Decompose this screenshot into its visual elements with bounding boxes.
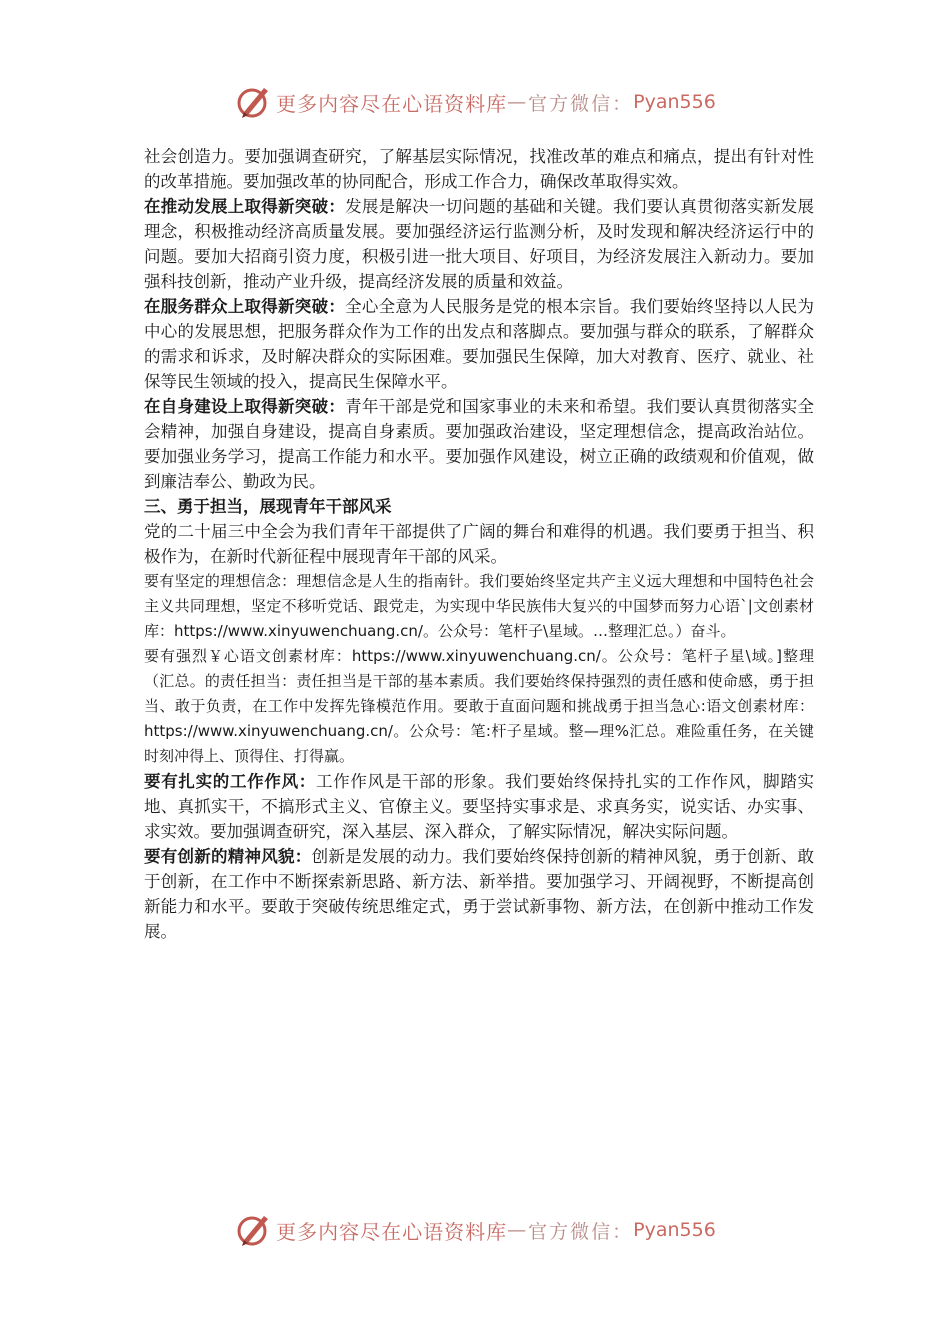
footer-banner bbox=[0, 1208, 950, 1252]
paragraph: 要有扎实的工作作风：工作作风是干部的形象。我们要始终保持扎实的工作作风，脚踏实地、真抓实干，不搞形式主义、官僚主义。要坚持实事求是、求真务实，说实话、办实事、求实效。要加强调查研究，深入基层、深入群众，了解实际情况，解决实际问题。 bbox=[144, 772, 815, 841]
header-banner bbox=[0, 80, 950, 124]
section-heading: 三、勇于担当，展现青年干部风采 bbox=[144, 497, 392, 516]
paragraph: 要有强烈￥心语文创素材库：https://www.xinyuwenchuang.cn/。公众号：笔杆子星\域。]整理（汇总。的责任担当：责任担当是干部的基本素质。我们要始终保持强烈的责任感和使命感，勇于担当、敢于负责，在工作中发挥先锋模范作用。要敢于直面问题和挑战勇于担当急心:语文创素材库：https://www.xinyuwenchuang.cn/。公众号：笔:杆子星域。整—理%汇总。难险重任务，在关键时刻冲得上、顶得住、打得赢。 bbox=[144, 647, 814, 765]
paragraph-lead: 在推动发展上取得新突破： bbox=[144, 197, 346, 216]
document-body bbox=[144, 144, 814, 944]
paragraph-lead: 在服务群众上取得新突破： bbox=[144, 297, 346, 316]
paragraph: 在推动发展上取得新突破：发展是解决一切问题的基础和关键。我们要认真贯彻落实新发展理念，积极推动经济高质量发展。要加强经济运行监测分析，及时发现和解决经济运行中的问题。要加大招商引资力度，积极引进一批大项目、好项目，为经济发展注入新动力。要加强科技创新，推动产业升级，提高经济发展的质量和效益。 bbox=[144, 197, 815, 291]
paragraph: 要有坚定的理想信念：理想信念是人生的指南针。我们要始终坚定共产主义远大理想和中国特色社会主义共同理想，坚定不移听党话、跟党走，为实现中华民族伟大复兴的中国梦而努力心语`|文创素材库：https://www.xinyuwenchuang.cn/。公众号：笔杆子\星域。…整理汇总。）奋斗。 bbox=[144, 572, 814, 640]
banner-handle: Pyan556 bbox=[633, 1219, 716, 1241]
banner-wechat-label: 官方微信： bbox=[528, 1220, 634, 1243]
banner-brand: 更多内容尽在心语资料库 bbox=[276, 91, 508, 116]
paragraph: 社会创造力。要加强调查研究，了解基层实际情况，找准改革的难点和痛点，提出有针对性的改革措施。要加强改革的协同配合，形成工作合力，确保改革取得实效。 bbox=[144, 147, 814, 191]
banner-wechat-label: 官方微信： bbox=[528, 92, 634, 115]
paragraph-lead: 在自身建设上取得新突破： bbox=[144, 397, 346, 416]
section-intro: 党的二十届三中全会为我们青年干部提供了广阔的舞台和难得的机遇。我们要勇于担当、积极作为，在新时代新征程中展现青年干部的风采。 bbox=[144, 522, 814, 566]
banner-dash: — bbox=[507, 91, 529, 113]
pen-logo-icon bbox=[234, 1210, 274, 1250]
banner-brand: 更多内容尽在心语资料库 bbox=[276, 1219, 508, 1244]
banner-handle: Pyan556 bbox=[633, 91, 716, 113]
pen-logo-icon bbox=[234, 82, 274, 122]
paragraph: 在服务群众上取得新突破：全心全意为人民服务是党的根本宗旨。我们要始终坚持以人民为中心的发展思想，把服务群众作为工作的出发点和落脚点。要加强与群众的联系，了解群众的需求和诉求，及时解决群众的实际困难。要加强民生保障，加大对教育、医疗、就业、社保等民生领域的投入，提高民生保障水平。 bbox=[144, 297, 815, 391]
banner-dash: — bbox=[507, 1219, 529, 1241]
paragraph-lead: 要有扎实的工作作风： bbox=[144, 772, 316, 791]
paragraph: 在自身建设上取得新突破：青年干部是党和国家事业的未来和希望。我们要认真贯彻落实全会精神，加强自身建设，提高自身素质。要加强政治建设，坚定理想信念，提高政治站位。要加强业务学习，提高工作能力和水平。要加强作风建设，树立正确的政绩观和价值观，做到廉洁奉公、勤政为民。 bbox=[144, 397, 815, 491]
paragraph: 要有创新的精神风貌：创新是发展的动力。我们要始终保持创新的精神风貌，勇于创新、敢于创新，在工作中不断探索新思路、新方法、新举措。要加强学习、开阔视野，不断提高创新能力和水平。要敢于突破传统思维定式，勇于尝试新事物、新方法，在创新中推动工作发展。 bbox=[144, 847, 815, 941]
paragraph-lead: 要有创新的精神风貌： bbox=[144, 847, 312, 866]
